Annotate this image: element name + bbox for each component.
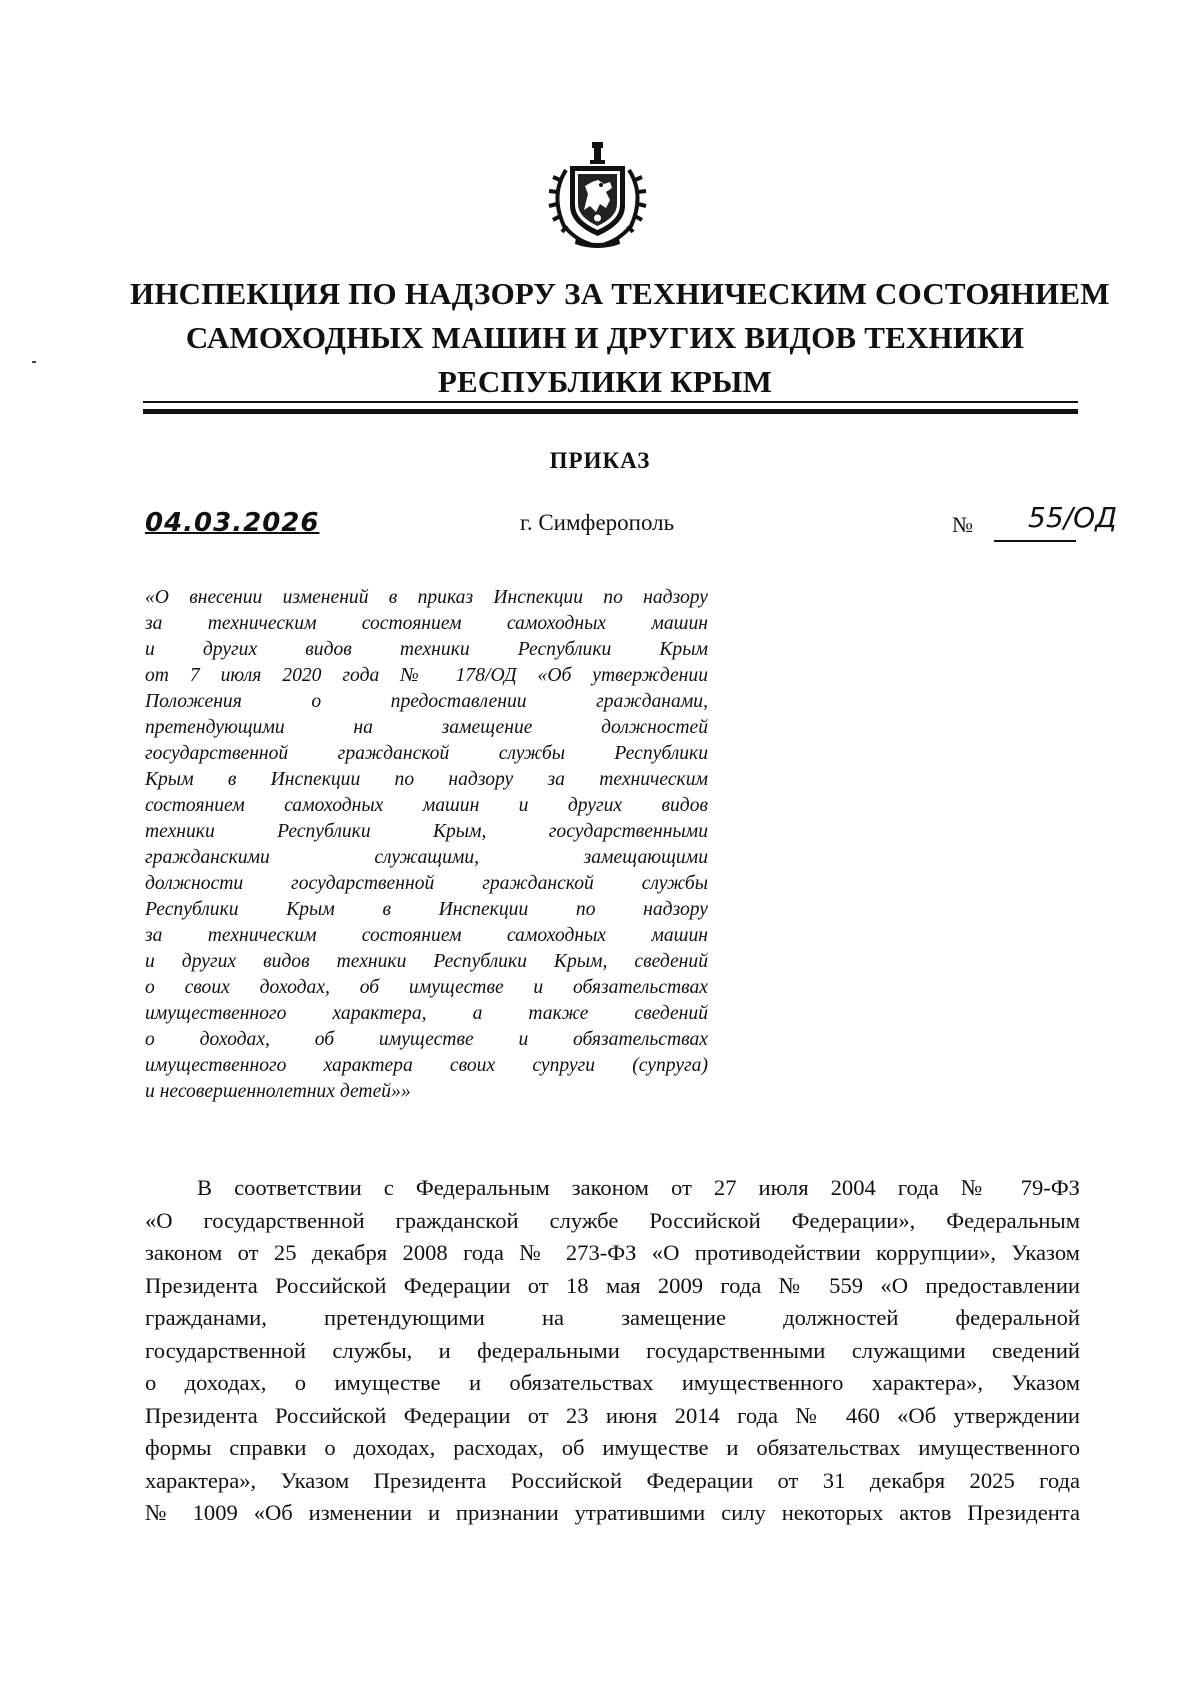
document-type: ПРИКАЗ	[549, 448, 651, 473]
document-number-label: №	[952, 512, 973, 537]
subject-line: о доходах, об имуществе и обязательствах	[145, 1029, 708, 1050]
subject-line: Положения о предоставлении гражданами,	[145, 691, 708, 712]
subject-line: от 7 июля 2020 года № 178/ОД «Об утверждении	[145, 665, 708, 686]
subject-line: о своих доходах, об имуществе и обязательствах	[145, 977, 708, 998]
organization-title-line: ИНСПЕКЦИЯ ПО НАДЗОРУ ЗА ТЕХНИЧЕСКИМ СОСТОЯНИЕМ	[130, 276, 1110, 311]
order-subject	[145, 585, 708, 1105]
body-line: «О государственной гражданской службе Российской Федерации», Федеральным	[145, 1207, 1080, 1233]
crimea-coat-of-arms-icon	[540, 140, 655, 250]
body-line: формы справки о доходах, расходах, об имуществе и обязательствах имущественного	[145, 1435, 1080, 1460]
header-divider-thick	[143, 409, 1078, 414]
subject-line: имущественного характера своих супруги (супруга)	[145, 1055, 708, 1076]
body-line: характера», Указом Президента Российской Федерации от 31 декабря 2025 года	[145, 1467, 1080, 1493]
subject-line: Крым в Инспекции по надзору за техническим	[145, 769, 708, 790]
organization-title-line: САМОХОДНЫХ МАШИН И ДРУГИХ ВИДОВ ТЕХНИКИ	[185, 320, 1025, 355]
document-number: 55/ОД	[1028, 501, 1117, 534]
subject-line: претендующими на замещение должностей	[145, 717, 708, 738]
subject-line: состоянием самоходных машин и других видов	[145, 795, 708, 816]
organization-title-line: РЕСПУБЛИКИ КРЫМ	[437, 364, 773, 399]
subject-line: «О внесении изменений в приказ Инспекции по надзору	[145, 587, 708, 608]
subject-line: за техническим состоянием самоходных машин	[145, 613, 708, 634]
body-line: государственной службы, и федеральными государственными служащими сведений	[145, 1337, 1080, 1363]
document-number-underline	[994, 540, 1076, 542]
subject-line: Республики Крым в Инспекции по надзору	[145, 899, 708, 920]
header-divider-thin	[143, 401, 1078, 403]
body-line: № 1009 «Об изменении и признании утратившими силу некоторых актов Президента	[145, 1500, 1080, 1525]
body-line: о доходах, о имуществе и обязательствах имущественного характера», Указом	[145, 1370, 1080, 1395]
subject-line: за техническим состоянием самоходных машин	[145, 925, 708, 946]
subject-line: имущественного характера, а также сведений	[145, 1003, 708, 1024]
subject-line: должности государственной гражданской службы	[145, 873, 708, 894]
subject-line: и несовершеннолетних детей»»	[145, 1081, 411, 1102]
body-line: Президента Российской Федерации от 18 мая 2009 года № 559 «О предоставлении	[145, 1272, 1080, 1298]
body-line: Президента Российской Федерации от 23 июня 2014 года № 460 «Об утверждении	[145, 1402, 1080, 1428]
order-body	[145, 1172, 1080, 1530]
subject-line: и других видов техники Республики Крым, сведений	[145, 951, 708, 972]
subject-line: техники Республики Крым, государственными	[145, 821, 708, 842]
subject-line: и других видов техники Республики Крым	[145, 639, 708, 660]
organization-title	[130, 272, 1110, 404]
subject-line: гражданскими служащими, замещающими	[145, 847, 708, 868]
body-line: законом от 25 декабря 2008 года № 273-ФЗ «О противодействии коррупции», Указом	[145, 1240, 1080, 1265]
body-line: гражданами, претендующими на замещение должностей федеральной	[145, 1305, 1080, 1330]
subject-line: государственной гражданской службы Республики	[145, 743, 708, 764]
body-line: В соответствии с Федеральным законом от 27 июля 2004 года № 79-ФЗ	[197, 1175, 1080, 1200]
document-date: 04.03.2026	[145, 508, 320, 538]
scan-mark	[32, 361, 36, 363]
document-city: г. Симферополь	[520, 510, 675, 535]
